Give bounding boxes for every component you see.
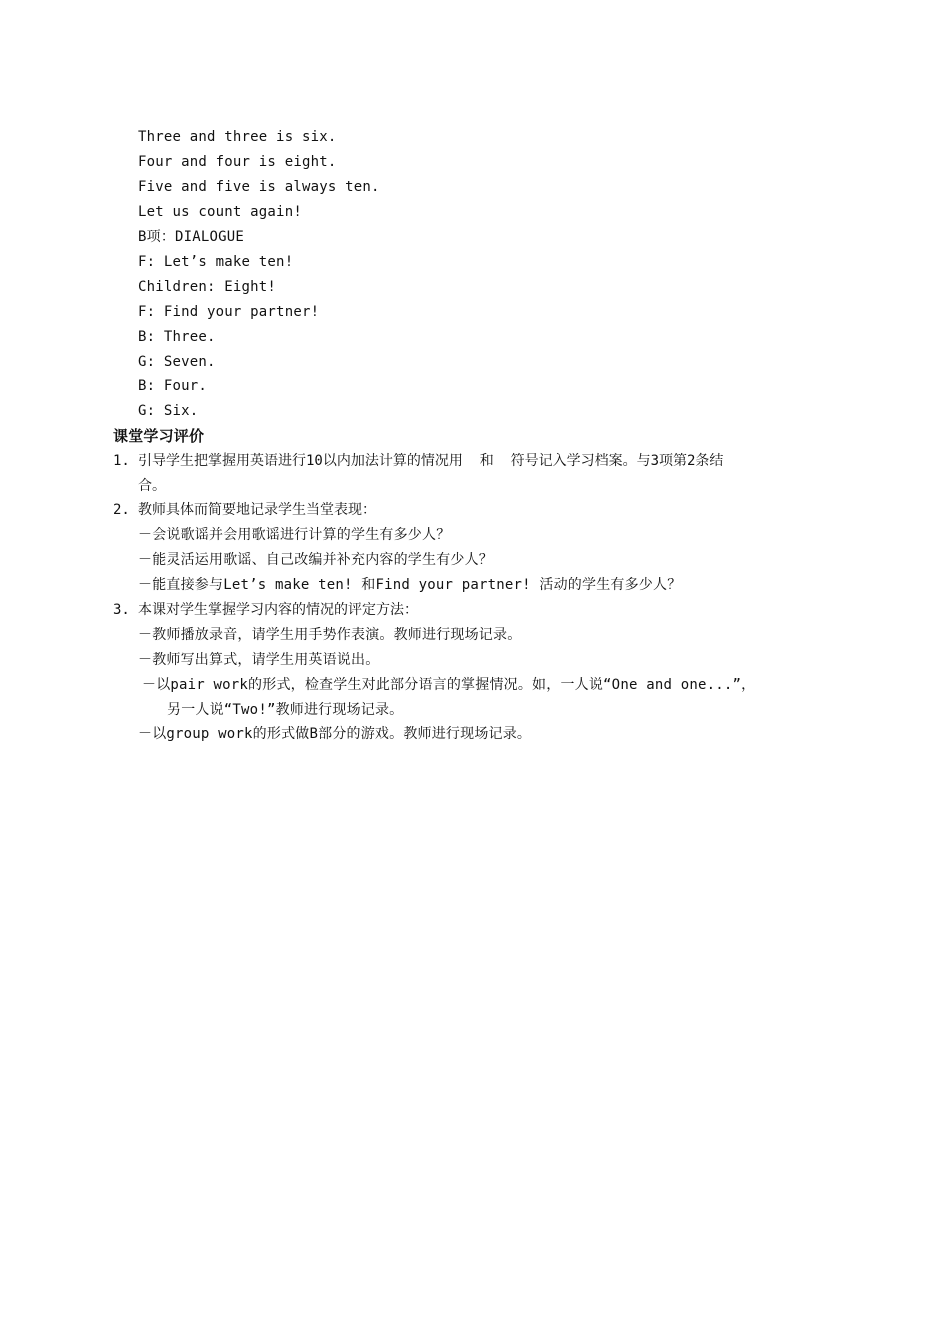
song-line-3: Five and five is always ten. — [138, 179, 380, 195]
item-2-text: 教师具体而简要地记录学生当堂表现： — [138, 502, 376, 518]
item-3-sub-1: －教师播放录音，请学生用手势作表演。教师进行现场记录。 — [138, 627, 522, 643]
song-line-2: Four and four is eight. — [138, 154, 337, 170]
evaluation-heading: 课堂学习评价 — [113, 427, 205, 445]
item-2-sub-3: －能直接参与Let’s make ten! 和Find your partner! 活动的学生有多少人？ — [138, 577, 682, 593]
item-1-number: 1. — [113, 453, 130, 469]
item-2-sub-2: －能灵活运用歌谣、自己改编并补充内容的学生有少人？ — [138, 552, 493, 568]
item-3-pair-line-1: －以pair work的形式，检查学生对此部分语言的掌握情况。如，一人说“One and one...”， — [142, 677, 756, 693]
item-1-text-line-2: 合。 — [138, 478, 166, 494]
item-3-pair-line-2: 另一人说“Two!”教师进行现场记录。 — [167, 702, 404, 718]
item-3-sub-2: －教师写出算式，请学生用英语说出。 — [138, 652, 380, 668]
item-2-sub-1: －会说歌谣并会用歌谣进行计算的学生有多少人？ — [138, 527, 451, 543]
item-3-last-sub: －以group work的形式做B部分的游戏。教师进行现场记录。 — [138, 726, 532, 742]
dialogue-line-3: F: Find your partner! — [138, 304, 320, 320]
dialogue-line-2: Children: Eight! — [138, 279, 277, 295]
section-b-title: B项：DIALOGUE — [138, 229, 245, 245]
item-3-number: 3. — [113, 602, 130, 618]
item-3-text: 本课对学生掌握学习内容的情况的评定方法： — [138, 602, 418, 618]
dialogue-line-6: B: Four. — [138, 378, 208, 394]
dialogue-line-1: F: Let’s make ten! — [138, 254, 294, 270]
dialogue-line-4: B: Three. — [138, 329, 216, 345]
item-1-text-line-1: 引导学生把掌握用英语进行10以内加法计算的情况用 和 符号记入学习档案。与3项第2条结 — [138, 453, 724, 469]
song-line-4: Let us count again! — [138, 204, 302, 220]
song-line-1: Three and three is six. — [138, 129, 337, 145]
dialogue-line-5: G: Seven. — [138, 354, 216, 370]
dialogue-line-7: G: Six. — [138, 403, 199, 419]
item-2-number: 2. — [113, 502, 130, 518]
